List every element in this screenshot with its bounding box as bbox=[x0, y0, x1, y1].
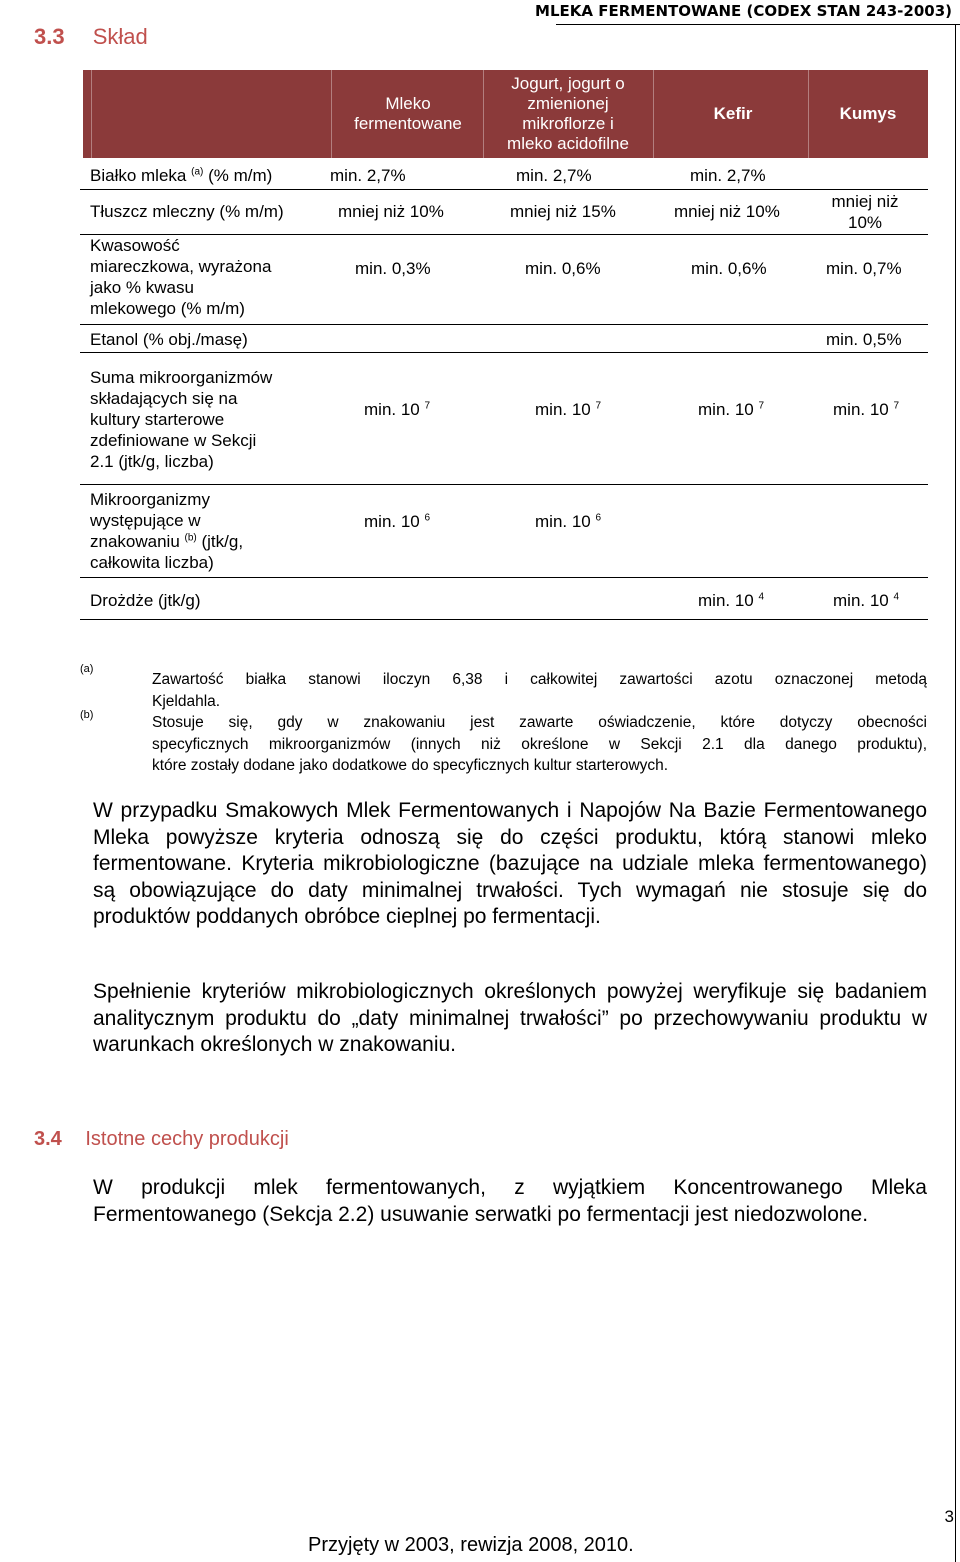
paragraph-kryteria: Spełnienie kryteriów mikrobiologicznych określonych powyżej weryfikuje się badaniem analitycznym produktu do „daty minimalnej trwałości” po przechowywaniu produktu w warunkach określonych w znakowaniu. bbox=[93, 980, 927, 1057]
section-heading-3-4 bbox=[34, 1128, 289, 1151]
row-label-tluszcz: Tłuszcz mleczny (% m/m) bbox=[90, 202, 284, 221]
cell-kwas-mleko: min. 0,3% bbox=[355, 259, 431, 278]
cell-drozdze-kumys: min. 10 $^4$ bbox=[833, 591, 900, 610]
row-label-etanol: Etanol (% obj./masę) bbox=[90, 330, 248, 349]
cell-kwas-kefir: min. 0,6% bbox=[691, 259, 767, 278]
cell-mikro-jogurt: min. 10 $^6$ bbox=[535, 512, 602, 531]
section-title: Istotne cechy produkcji bbox=[85, 1128, 289, 1150]
paragraph-smakowe: W przypadku Smakowych Mlek Fermentowanych i Napojów Na Bazie Fermentowanego Mleka powyższe kryteria odnoszą się do części produktu, którą stanowi mleko fermentowane. Kryteria mikrobiologiczne (bazujące na udziale mleka fermentowanego) są obowiązujące do daty minimalnej trwałości. Tych wymagań nie stosuje się do produktów poddanych obróbce cieplnej po fermentacji. bbox=[93, 799, 927, 929]
cell-bialko-kefir: min. 2,7% bbox=[690, 166, 766, 185]
col-header-jogurt: Jogurt, jogurt o zmienionej mikroflorze i mleko acidofilne bbox=[507, 74, 629, 153]
row-label-kwasowosc: Kwasowość miareczkowa, wyrażona jako % kwasu mlekowego (% m/m) bbox=[90, 236, 272, 318]
footnote-mark-a: (a) bbox=[80, 663, 94, 675]
row-label-suma: Suma mikroorganizmów składających się na kultury starterowe zdefiniowane w Sekcji 2.1 (jtk/g, liczba) bbox=[90, 368, 273, 471]
page-footer: Przyjęty w 2003, rewizja 2008, 2010. bbox=[308, 1534, 634, 1556]
table-header bbox=[83, 70, 928, 158]
cell-tluszcz-kumys: mniej niż 10% bbox=[831, 192, 899, 232]
running-header: MLEKA FERMENTOWANE (CODEX STAN 243-2003) bbox=[535, 2, 952, 20]
footnote-mark-b: (b) bbox=[80, 709, 94, 721]
cell-suma-mleko: min. 10 $^7$ bbox=[364, 400, 431, 419]
cell-tluszcz-jogurt: mniej niż 15% bbox=[510, 202, 616, 221]
row-label-bialko: Białko mleka $^{(a)}$ (% m/m) bbox=[90, 166, 273, 185]
cell-kwas-kumys: min. 0,7% bbox=[826, 259, 902, 278]
cell-bialko-jogurt: min. 2,7% bbox=[516, 166, 592, 185]
cell-mikro-mleko: min. 10 $^6$ bbox=[364, 512, 431, 531]
page-number: 3 bbox=[944, 1507, 954, 1526]
col-header-kumys: Kumys bbox=[839, 104, 897, 123]
section-title: Skład bbox=[92, 24, 148, 49]
cell-bialko-mleko: min. 2,7% bbox=[330, 166, 406, 185]
row-label-mikroorganizmy: Mikroorganizmy występujące w znakowaniu $^{(b)}$ (jtk/g, całkowita liczba) bbox=[90, 490, 244, 572]
footnotes: Zawartość białka stanowi iloczyn 6,38 i całkowitej zawartości azotu oznaczonej metodą Kjeldahla. Stosuje się, gdy w znakowaniu jest zawarte oświadczenie, które dotyczy obecności specyficznych mikroorganizmów (innych niż określone w Sekcji 2.1 dla danego produktu), które zostały dodane jako dodatkowe do specyficznych kultur starterowych. bbox=[152, 671, 927, 774]
cell-tluszcz-kefir: mniej niż 10% bbox=[674, 202, 780, 221]
col-header-kefir: Kefir bbox=[713, 104, 753, 123]
cell-suma-jogurt: min. 10 $^7$ bbox=[535, 400, 602, 419]
section-heading-3-3 bbox=[34, 24, 148, 50]
right-margin-rule bbox=[955, 24, 956, 1562]
cell-drozdze-kefir: min. 10 $^4$ bbox=[698, 591, 765, 610]
header-rule bbox=[556, 24, 960, 25]
section-number: 3.3 bbox=[34, 24, 65, 49]
cell-suma-kumys: min. 10 $^7$ bbox=[833, 400, 900, 419]
cell-etanol-kumys: min. 0,5% bbox=[826, 330, 902, 349]
cell-suma-kefir: min. 10 $^7$ bbox=[698, 400, 765, 419]
cell-kwas-jogurt: min. 0,6% bbox=[525, 259, 601, 278]
col-header-mleko: Mleko fermentowane bbox=[354, 94, 462, 133]
section-number: 3.4 bbox=[34, 1128, 62, 1150]
paragraph-produkcja: W produkcji mlek fermentowanych, z wyjątkiem Koncentrowanego Mleka Fermentowanego (Sekcja 2.2) usuwanie serwatki po fermentacji jest niedozwolone. bbox=[93, 1176, 927, 1226]
cell-tluszcz-mleko: mniej niż 10% bbox=[338, 202, 444, 221]
row-label-drozdze: Drożdże (jtk/g) bbox=[90, 591, 201, 610]
